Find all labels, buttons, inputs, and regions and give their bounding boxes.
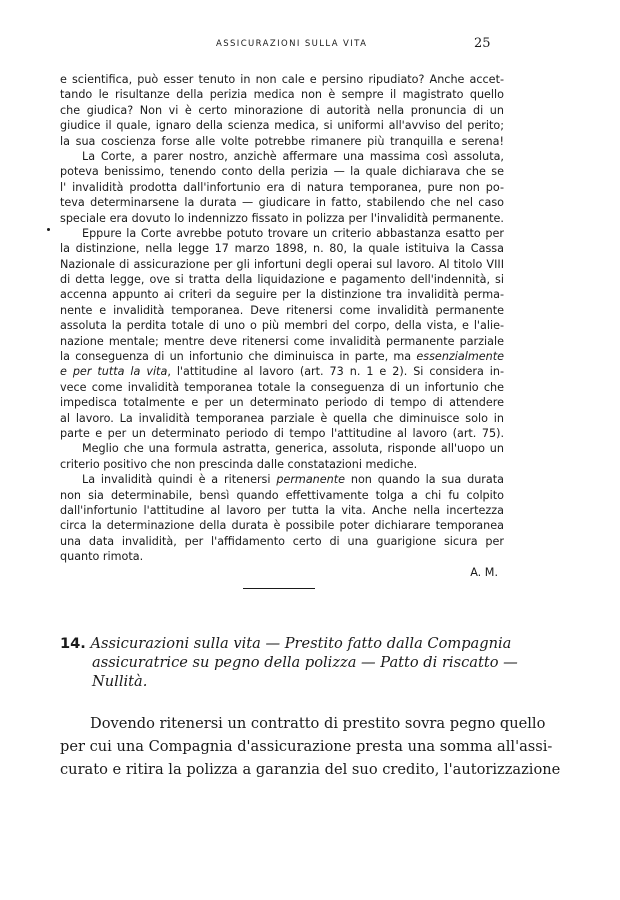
text-line: Nazionale di assicurazione per gli infortuni degli operai sul lavoro. Al titolo VIII: [60, 257, 504, 271]
emphasis-segment: e per tutta la vita: [60, 365, 168, 379]
emphasis-segment: essenzialmente: [416, 350, 504, 364]
text-line: al lavoro. La invalidità temporanea parziale è quella che diminuisce solo in: [60, 411, 504, 425]
section-heading-line-1: [60, 634, 512, 653]
text-segment: La invalidità quindi è a ritenersi: [82, 473, 277, 487]
section-text-line: Dovendo ritenersi un contratto di prestito sovra pegno quello: [90, 715, 546, 732]
text-segment: non quando la sua durata: [345, 473, 504, 487]
section-number: 14.: [60, 635, 86, 652]
text-line: dall'infortunio l'attitudine al lavoro per tutta la vita. Anche nella incertezza: [60, 503, 504, 517]
page-number: 25: [474, 36, 491, 51]
section-title-part-1: Assicurazioni sulla vita — Prestito fatto dalla Compagnia: [90, 635, 512, 652]
text-line: impedisca totalmente e per un determinato periodo di tempo di attendere: [60, 396, 504, 410]
text-line: Meglio che una formula astratta, generica, assoluta, risponde all'uopo un: [82, 442, 504, 456]
text-line: speciale era dovuto lo indennizzo fissato in polizza per l'invalidità permanente.: [60, 211, 504, 225]
text-line: quanto rimota.: [60, 550, 144, 564]
section-text-line: per cui una Compagnia d'assicurazione presta una somma all'assi-: [60, 738, 553, 755]
text-line: assoluta la perdita totale di uno o più membri del corpo, della vista, e l'alie-: [60, 319, 504, 333]
text-line: accenna appunto ai criteri da seguire per la distinzione tra invalidità perma-: [60, 288, 504, 302]
section-heading: [60, 634, 518, 691]
text-segment: , l'attitudine al lavoro (art. 73 n. 1 e 2). Si considera in-: [167, 365, 505, 379]
emphasis-segment: permanente: [276, 473, 346, 487]
section-body-text: [60, 712, 561, 781]
text-line: tando le risultanze della perizia medica non è sempre il magistrato quello: [60, 88, 504, 102]
text-line: di detta legge, ove si tratta della liquidazione e pagamento dell'indennità, si: [60, 273, 504, 287]
section-title-part-2: assicuratrice su pegno della polizza — Patto di riscatto —: [92, 654, 518, 671]
text-line: vece come invalidità temporanea totale la conseguenza di un infortunio che: [60, 380, 504, 394]
text-line: La Corte, a parer nostro, anzichè affermare una massima così assoluta,: [82, 149, 504, 163]
margin-mark: [47, 228, 50, 231]
section-title-part-3: Nullità.: [92, 673, 148, 690]
text-line: poteva benissimo, tenendo conto della perizia — la quale dichiarava che se: [60, 165, 504, 179]
text-line: non sia determinabile, bensì quando effettivamente tolga a chi fu colpito: [60, 488, 504, 502]
text-line: Eppure la Corte avrebbe potuto trovare un criterio abbastanza esatto per: [82, 226, 504, 240]
text-line: nente e invalidità temporanea. Deve ritenersi come invalidità permanente: [60, 303, 504, 317]
section-divider: [243, 588, 315, 589]
text-line: teva determinarsene la durata — giudicare in fatto, stabilendo che nel caso: [60, 196, 504, 210]
text-line: parte e per un determinato periodo di tempo l'attitudine al lavoro (art. 75).: [60, 426, 504, 440]
text-line: criterio positivo che non prescinda dalle constatazioni mediche.: [60, 457, 418, 471]
text-line: l' invalidità prodotta dall'infortunio era di natura temporanea, pure non po-: [60, 180, 504, 194]
text-line: giudice il quale, ignaro della scienza medica, si uniformi all'avviso del perito;: [60, 119, 504, 133]
text-line: nazione mentale; mentre deve ritenersi come invalidità permanente parziale: [60, 334, 504, 348]
text-line: [60, 349, 504, 364]
section-text-line: curato e ritira la polizza a garanzia del suo credito, l'autorizzazione: [60, 761, 561, 778]
text-line: la distinzione, nella legge 17 marzo 1898, n. 80, la quale istituiva la Cassa: [60, 242, 504, 256]
text-line: A. M.: [470, 565, 498, 579]
text-line: [60, 364, 504, 379]
running-head: ASSICURAZIONI SULLA VITA: [216, 39, 368, 49]
text-segment: la conseguenza di un infortunio che diminuisca in parte, ma: [60, 350, 417, 364]
commentary-text: [60, 72, 504, 580]
text-line: [60, 472, 504, 487]
text-line: che giudica? Non vi è certo minorazione di autorità nella pronuncia di un: [60, 103, 504, 117]
text-line: una data invalidità, per l'affidamento certo di una guarigione sicura per: [60, 534, 504, 548]
text-line: la sua coscienza forse alle volte potrebbe rimanere più tranquilla e serena!: [60, 134, 504, 148]
text-line: e scientifica, può esser tenuto in non cale e persino ripudiato? Anche accet-: [60, 73, 504, 86]
text-line: circa la determinazione della durata è possibile poter dichiarare temporanea: [60, 519, 504, 533]
